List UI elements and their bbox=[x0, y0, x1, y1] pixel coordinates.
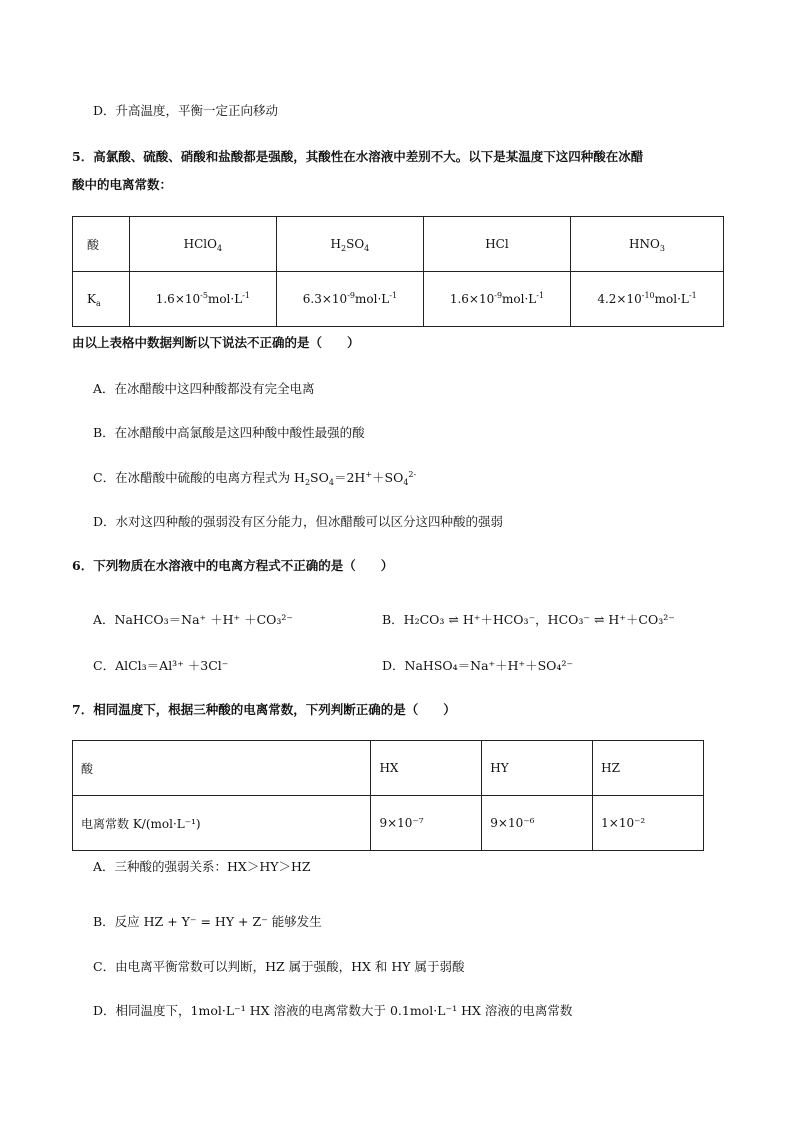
q7-acid-hy: HY bbox=[482, 741, 593, 796]
q6-stem: 6．下列物质在水溶液中的电离方程式不正确的是（ ） bbox=[72, 558, 394, 573]
q5-acid-h2so4: $H_2SO_4$ bbox=[276, 217, 423, 272]
table-row bbox=[73, 796, 704, 851]
table-row bbox=[73, 272, 724, 327]
table-row bbox=[73, 217, 724, 272]
q5-option-a: A．在冰醋酸中这四种酸都没有完全电离 bbox=[93, 381, 315, 396]
q6-option-d: D．NaHSO₄＝Na⁺＋H⁺＋SO₄²⁻ bbox=[382, 658, 574, 673]
q6-option-a: A．NaHCO₃＝Na⁺ ＋H⁺ ＋CO₃²⁻ bbox=[93, 612, 294, 627]
q7-option-a: A．三种酸的强弱关系：HX＞HY＞HZ bbox=[93, 859, 311, 874]
q7-ka-hz: 1×10⁻² bbox=[593, 796, 704, 851]
q5-stem-line2: 酸中的电离常数： bbox=[72, 177, 173, 192]
q5-ka-table bbox=[72, 216, 724, 327]
q7-option-d: D．相同温度下，1mol·L⁻¹ HX 溶液的电离常数大于 0.1mol·L⁻¹ HX 溶液的电离常数 bbox=[93, 1003, 573, 1018]
table-row bbox=[73, 741, 704, 796]
q5-ka-hclo4: $1.6\times 10^{-5}mol\cdot L^{-1}$ bbox=[129, 272, 276, 327]
q4-option-d: D．升高温度，平衡一定正向移动 bbox=[93, 103, 279, 118]
q6-option-b: B．H₂CO₃ ⇌ H⁺＋HCO₃⁻，HCO₃⁻ ⇌ H⁺＋CO₃²⁻ bbox=[382, 612, 675, 627]
q7-stem: 7．相同温度下，根据三种酸的电离常数，下列判断正确的是（ ） bbox=[72, 702, 456, 717]
q5-stem-line1: 5．高氯酸、硫酸、硝酸和盐酸都是强酸，其酸性在水溶液中差别不大。以下是某温度下这四种酸在冰醋 bbox=[72, 149, 644, 164]
q5-question: 由以上表格中数据判断以下说法不正确的是（ ） bbox=[72, 335, 360, 350]
q7-option-b: B．反应 HZ + Y⁻ = HY + Z⁻ 能够发生 bbox=[93, 914, 322, 929]
q7-ka-hy: 9×10⁻⁶ bbox=[482, 796, 593, 851]
q5-ka-h2so4: $6.3\times 10^{-9}mol\cdot L^{-1}$ bbox=[276, 272, 423, 327]
q5-acid-hclo4: HClO$_4$ bbox=[129, 217, 276, 272]
q7-acid-hx: HX bbox=[371, 741, 482, 796]
q5-row-label-acid: 酸 bbox=[73, 217, 130, 272]
q5-row-label-ka: $K_a$ bbox=[73, 272, 130, 327]
q5-acid-hno3: $HNO_3$ bbox=[570, 217, 723, 272]
q7-row-label-ka: 电离常数 K/(mol·L⁻¹) bbox=[73, 796, 371, 851]
q5-option-c: C．在冰醋酸中硫酸的电离方程式为 $H_2SO_4=2H^++SO_4^{2-}$ bbox=[93, 470, 417, 487]
q7-acid-hz: HZ bbox=[593, 741, 704, 796]
q5-option-d: D．水对这四种酸的强弱没有区分能力，但冰醋酸可以区分这四种酸的强弱 bbox=[93, 514, 504, 529]
q7-option-c: C．由电离平衡常数可以判断，HZ 属于强酸，HX 和 HY 属于弱酸 bbox=[93, 959, 465, 974]
q6-option-c: C．AlCl₃＝Al³⁺ ＋3Cl⁻ bbox=[93, 658, 229, 673]
q5-option-b: B．在冰醋酸中高氯酸是这四种酸中酸性最强的酸 bbox=[93, 425, 365, 440]
q5-ka-hcl: $1.6\times 10^{-9}mol\cdot L^{-1}$ bbox=[423, 272, 570, 327]
q5-ka-hno3: $4.2\times 10^{-10}mol\cdot L^{-1}$ bbox=[570, 272, 723, 327]
q7-ka-hx: 9×10⁻⁷ bbox=[371, 796, 482, 851]
q7-row-label-acid: 酸 bbox=[73, 741, 371, 796]
q5-acid-hcl: HCl bbox=[423, 217, 570, 272]
q7-ka-table bbox=[72, 740, 704, 851]
